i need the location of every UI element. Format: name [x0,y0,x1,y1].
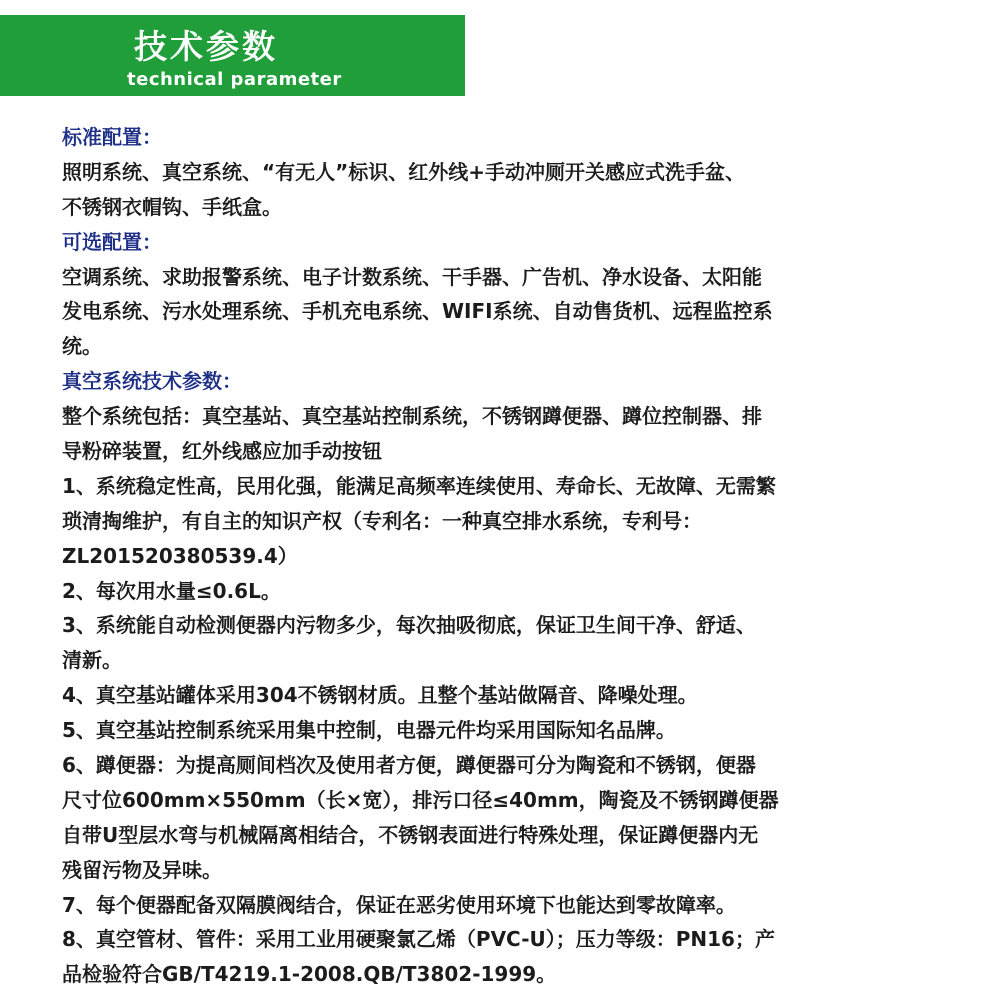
body-line: 不锈钢衣帽钩、手纸盒。 [62,194,282,219]
body-line: 整个系统包括：真空基站、真空基站控制系统，不锈钢蹲便器、蹲位控制器、排 [62,404,762,429]
body-line: 琐清掏维护，有自主的知识产权（专利名：一种真空排水系统，专利号： [62,508,702,533]
body-line: 2、每次用水量≤0.6L。 [62,578,281,603]
body-line: 统。 [62,334,102,359]
body-line: 6、蹲便器：为提高厕间档次及使用者方便，蹲便器可分为陶瓷和不锈钢，便器 [62,753,756,778]
section-subtitle: technical parameter [127,69,342,90]
body-line: 发电系统、污水处理系统、手机充电系统、WIFI系统、自动售货机、远程监控系 [62,299,773,324]
body-line: 清新。 [62,648,122,673]
body-line: 尺寸位600mm×550mm（长×宽），排污口径≤40mm，陶瓷及不锈钢蹲便器 [62,787,779,812]
section-heading: 标准配置： [62,125,162,149]
section-title: 技术参数 [134,27,278,66]
body-line: 1、系统稳定性高，民用化强，能满足高频率连续使用、寿命长、无故障、无需繁 [62,473,776,498]
document-body [62,120,962,992]
body-line: 品检验符合GB/T4219.1-2008.QB/T3802-1999。 [62,962,557,987]
body-line: 残留污物及异味。 [62,857,222,882]
body-line: 导粉碎装置，红外线感应加手动按钮 [62,439,382,464]
section-heading: 真空系统技术参数： [62,369,242,394]
body-line: 7、每个便器配备双隔膜阀结合，保证在恶劣使用环境下也能达到零故障率。 [62,892,736,917]
body-line: 3、系统能自动检测便器内污物多少，每次抽吸彻底，保证卫生间干净、舒适、 [62,613,756,638]
body-line: 照明系统、真空系统、“有无人”标识、红外线+手动冲厕开关感应式洗手盆、 [62,159,746,184]
body-line: 8、真空管材、管件：采用工业用硬聚氯乙烯（PVC-U）；压力等级：PN16；产 [62,927,775,952]
body-line: 空调系统、求助报警系统、电子计数系统、干手器、广告机、净水设备、太阳能 [62,264,762,289]
body-line: ZL201520380539.4） [62,543,298,568]
body-line: 5、真空基站控制系统采用集中控制，电器元件均采用国际知名品牌。 [62,718,676,743]
section-heading: 可选配置： [62,229,162,254]
body-line: 自带U型层水弯与机械隔离相结合，不锈钢表面进行特殊处理，保证蹲便器内无 [62,822,759,847]
body-line: 4、真空基站罐体采用304不锈钢材质。且整个基站做隔音、降噪处理。 [62,683,698,708]
header-band [0,15,465,96]
